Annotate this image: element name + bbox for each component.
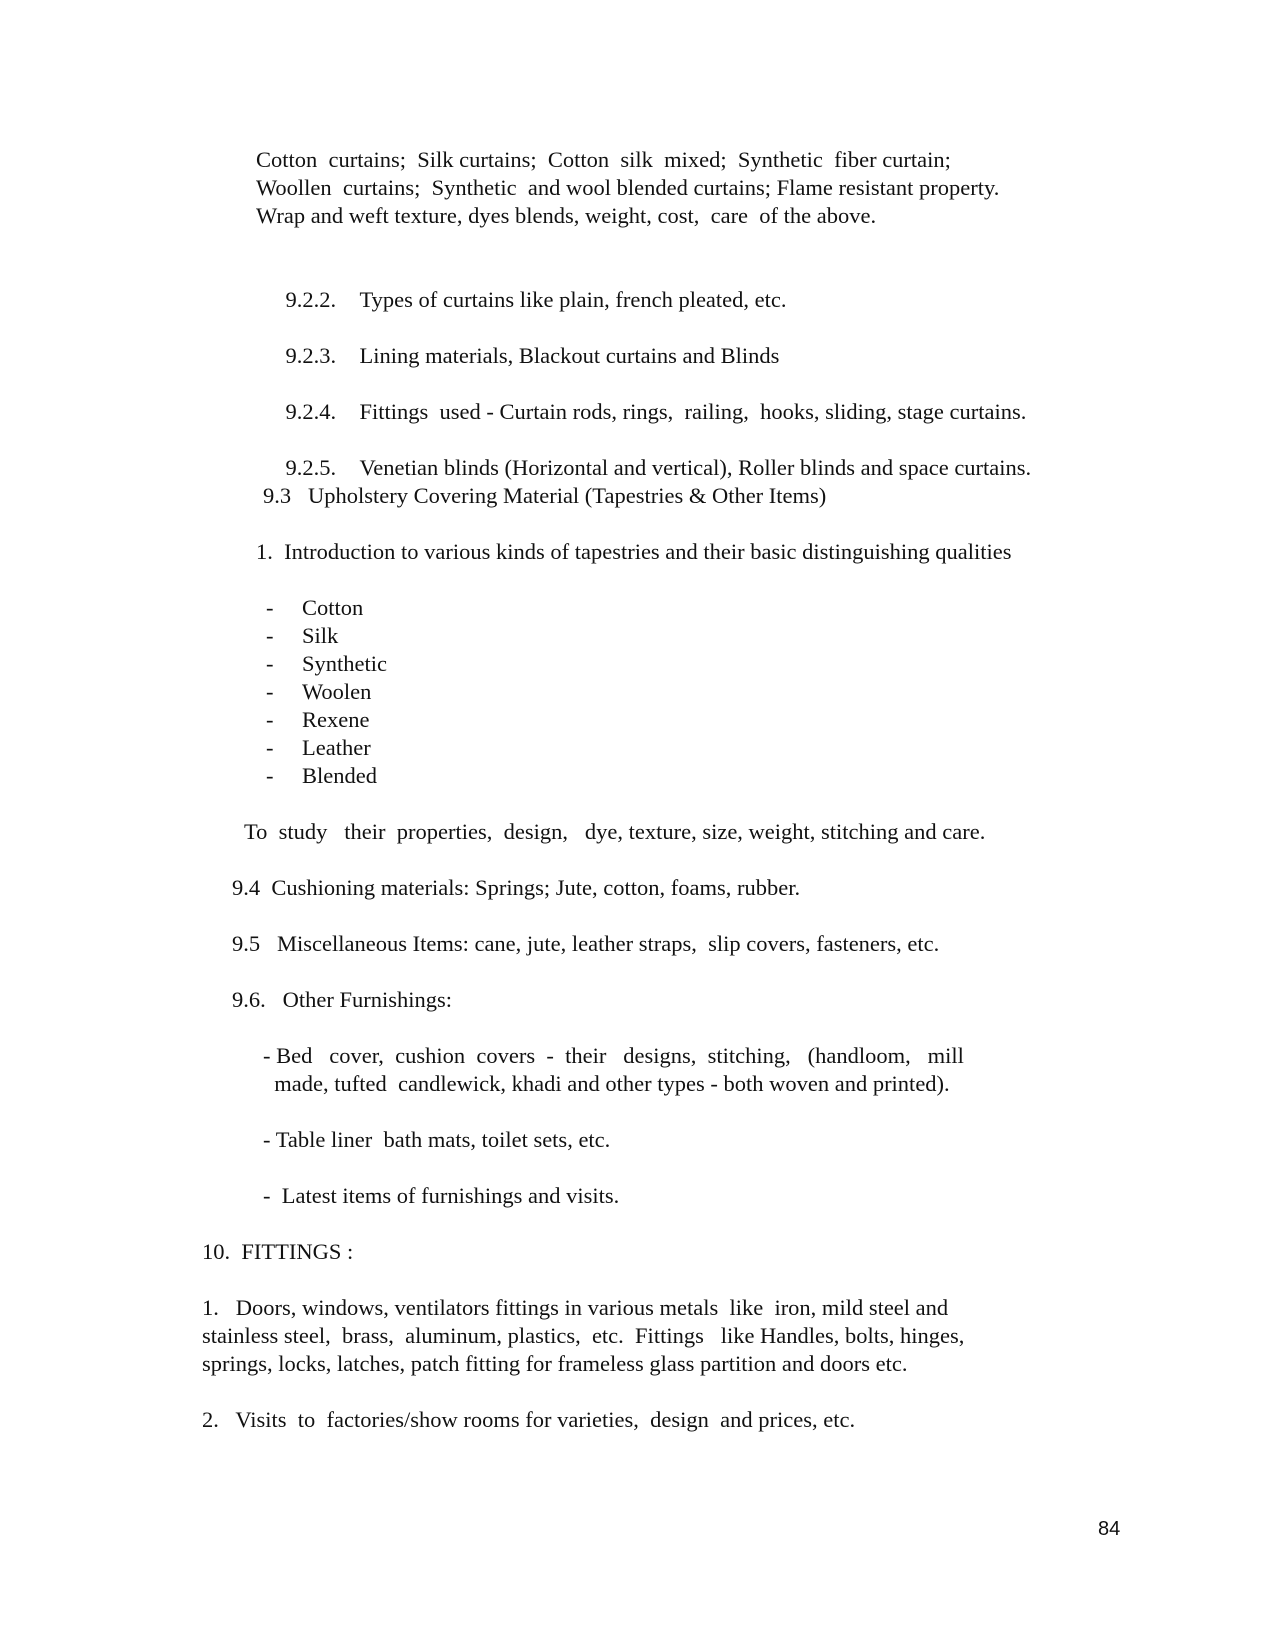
section-9-4-heading: 9.4 Cushioning materials: Springs; Jute, cotton, foams, rubber.: [232, 875, 801, 900]
tapestry-type-item: [266, 734, 371, 762]
subsection-text: Fittings used - Curtain rods, rings, railing, hooks, sliding, stage curtains.: [359, 399, 1027, 424]
list-dash: -: [266, 595, 274, 620]
fittings-item-1-line-2: stainless steel, brass, aluminum, plastics, etc. Fittings like Handles, bolts, hinges,: [202, 1323, 965, 1348]
page-number: 84: [1098, 1518, 1121, 1540]
bed-cover-line-2: made, tufted candlewick, khadi and other types - both woven and printed).: [263, 1071, 950, 1096]
tapestries-intro-item: 1. Introduction to various kinds of tapestries and their basic distinguishing qualities: [256, 539, 1012, 564]
tapestry-type-item: [266, 762, 377, 790]
tapestry-type-item: [266, 594, 363, 622]
fittings-item-1-line-3: springs, locks, latches, patch fitting for frameless glass partition and doors etc.: [202, 1351, 908, 1376]
section-10-heading: 10. FITTINGS :: [202, 1239, 354, 1264]
tapestry-type-item: [266, 706, 369, 734]
subsection-text: Venetian blinds (Horizontal and vertical), Roller blinds and space curtains.: [359, 455, 1032, 480]
intro-paragraph-line-1: Cotton curtains; Silk curtains; Cotton silk mixed; Synthetic fiber curtain;: [256, 147, 951, 172]
section-9-5-heading: 9.5 Miscellaneous Items: cane, jute, leather straps, slip covers, fasteners, etc.: [232, 931, 940, 956]
subsection-text: Types of curtains like plain, french pleated, etc.: [359, 287, 787, 312]
tapestry-type-label: Rexene: [302, 707, 370, 732]
tapestry-type-label: Synthetic: [302, 651, 387, 676]
study-properties-line: To study their properties, design, dye, texture, size, weight, stitching and care.: [244, 819, 986, 844]
subsection-number: 9.2.4.: [285, 399, 337, 424]
tapestry-type-label: Blended: [302, 763, 377, 788]
fittings-item-2: 2. Visits to factories/show rooms for varieties, design and prices, etc.: [202, 1407, 856, 1432]
list-dash: -: [266, 679, 274, 704]
latest-items-item: - Latest items of furnishings and visits.: [263, 1183, 620, 1208]
tapestry-type-label: Cotton: [302, 595, 364, 620]
section-9-3-heading: 9.3 Upholstery Covering Material (Tapestries & Other Items): [263, 483, 827, 508]
tapestry-type-label: Silk: [302, 623, 339, 648]
tapestry-type-item: [266, 650, 387, 678]
tapestry-type-item: [266, 678, 371, 706]
list-dash: -: [266, 651, 274, 676]
table-liner-item: - Table liner bath mats, toilet sets, etc.: [263, 1127, 611, 1152]
subsection-text: Lining materials, Blackout curtains and Blinds: [359, 343, 780, 368]
subsection-number: 9.2.5.: [285, 455, 337, 480]
fittings-item-1-line-1: 1. Doors, windows, ventilators fittings in various metals like iron, mild steel and: [202, 1295, 949, 1320]
subsection-number: 9.2.3.: [285, 343, 337, 368]
intro-paragraph-line-2: Woollen curtains; Synthetic and wool blended curtains; Flame resistant property.: [256, 175, 1000, 200]
list-dash: -: [266, 735, 274, 760]
section-9-6-heading: 9.6. Other Furnishings:: [232, 987, 453, 1012]
intro-paragraph-line-3: Wrap and weft texture, dyes blends, weight, cost, care of the above.: [256, 203, 877, 228]
list-dash: -: [266, 623, 274, 648]
list-dash: -: [266, 763, 274, 788]
list-dash: -: [266, 707, 274, 732]
bed-cover-line-1: - Bed cover, cushion covers - their designs, stitching, (handloom, mill: [263, 1043, 964, 1068]
subsection-number: 9.2.2.: [285, 287, 337, 312]
tapestry-type-item: [266, 622, 338, 650]
tapestry-type-label: Leather: [302, 735, 371, 760]
tapestry-type-label: Woolen: [302, 679, 372, 704]
